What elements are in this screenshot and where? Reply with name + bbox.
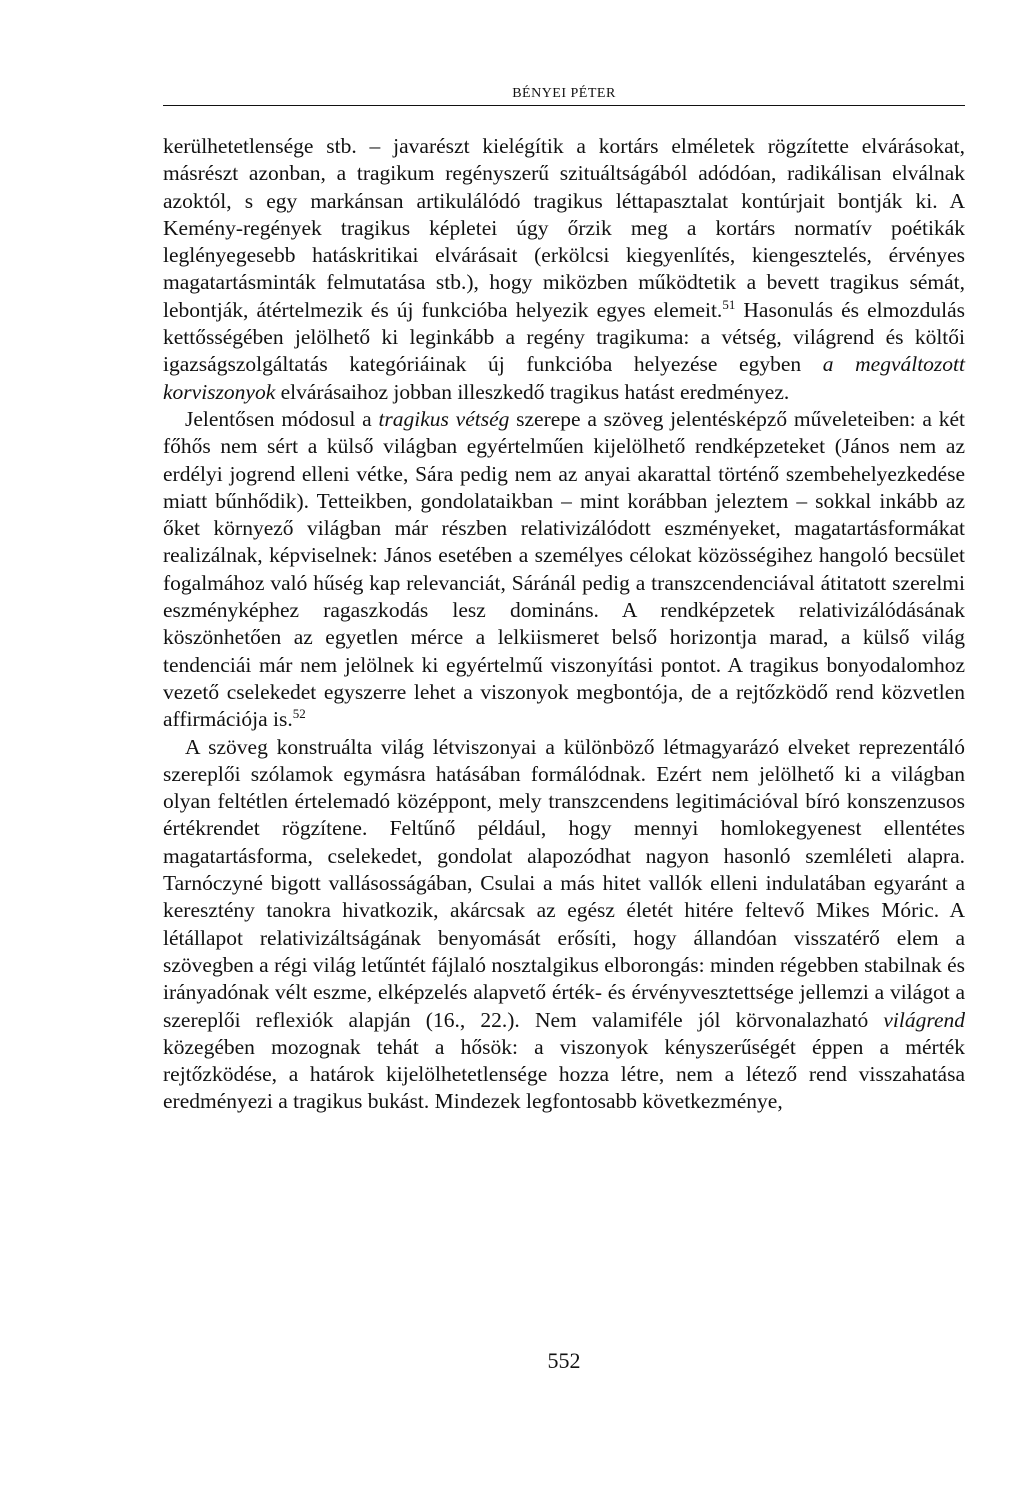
body-text [163, 133, 965, 1116]
paragraph [163, 406, 965, 734]
header-rule [163, 105, 965, 106]
page-number: 552 [547, 1348, 581, 1373]
running-head: BÉNYEI PÉTER [512, 86, 616, 101]
text-run: kerülhetetlensége stb. – javarészt kielégítik a kortárs elméletek rögzítette elvárásokat, másrészt azonban, a tragikum regényszerű szituáltságából adódóan, radikálisan elválnak azoktól, s egy markánsan artikulálódó tragikus léttapasztalat kontúrjait bontják ki. A Kemény-regények tragikus képletei úgy őrzik meg a kortárs normatív poétikák leglényegesebb hatáskritikai elvárásait (erkölcsi kiegyenlítés, kiengesztelés, érvényes magatartásminták felmutatása stb.), hogy miközben működtetik a bevett tragikus sémát, lebontják, átértelmezik és új funkcióba helyezik egyes elemeit. [163, 134, 965, 322]
footnote-ref: 52 [292, 706, 306, 722]
text-run: Jelentősen módosul a [185, 406, 379, 431]
text-run: A szöveg konstruálta világ létviszonyai a különböző létmagyarázó elveket reprezentáló szereplői szólamok egymásra hatásában formálódnak. Ezért nem jelölhető ki a világban olyan feltétlen értelemadó középpont, mely transzcendens legitimációval bíró konszenzusos értékrendet rögzítene. Feltűnő például, hogy mennyi homlokegyenest ellentétes magatartásforma, cselekedet, gondolat alapozódhat nagyon hasonló szemléleti alapra. Tarnóczyné bigott vallásosságában, Csulai a más hitet vallók elleni indulatában egyaránt a keresztény tanokra hivatkozik, akárcsak az egész életét hitére feltevő Mikes Móric. A létállapot relativizáltságának benyomását erősíti, hogy állandóan visszatérő elem a szövegben a régi világ letűntét fájlaló nosztalgikus elborongás: minden régebben stabilnak és irányadónak vélt eszme, elképzelés alapvető érték- és érvényvesztettsége jellemzi a világot a szereplői reflexiók alapján (16., 22.). Nem valamiféle jól körvonalazható [163, 734, 965, 1032]
text-run: közegében mozognak tehát a hősök: a viszonyok kényszerűségét éppen a mérték rejtőzködése, a határok kijelölhetetlensége hozza létre, nem a létező rend visszahatása eredményezi a tragikus bukást. Mindezek legfontosabb következménye, [163, 1034, 965, 1114]
italic-phrase: a megváltozott korviszonyok [163, 352, 965, 404]
text-run: Hasonulás és elmozdulás kettősségében jelölhető ki leginkább a regény tragikuma: a vétség, világrend és költői igazságszolgáltatás kategóriáinak új funkcióba helyezése egyben [163, 297, 965, 377]
text-run: elvárásaihoz jobban illeszkedő tragikus hatást eredményez. [275, 379, 790, 404]
italic-phrase: világrend [883, 1007, 965, 1032]
footnote-ref: 51 [722, 296, 736, 312]
text-run: szerepe a szöveg jelentésképző műveleteiben: a két főhős nem sért a külső világban egyértelműen kijelölhető rendképzeteket (János nem az erdélyi jogrend elleni vétke, Sára pedig nem az anyai akarattal történő szembehelyezkedése miatt bűnhődik). Tetteikben, gondolataikban – mint korábban jeleztem – sokkal inkább az őket környező világban már részben relativizálódott eszményeket, magatartásformákat realizálnak, képviselnek: János esetében a személyes célokat közösségihez hangoló becsület fogalmához való hűség kap relevanciát, Sáránál pedig a transzcendenciával átitatott szerelmi eszményképhez ragaszkodás lesz domináns. A rendképzetek relativizálódásának köszönhetően az egyetlen mérce a lelkiismeret belső horizontja marad, a külső világ tendenciái már nem jelölnek ki egyértelmű viszonyítási pontot. A tragikus bonyodalomhoz vezető cselekedet egyszerre lehet a viszonyok megbontója, de a rejtőzködő rend közvetlen affirmációja is. [163, 406, 965, 732]
paragraph [163, 133, 965, 406]
paragraph [163, 734, 965, 1116]
italic-phrase: tragikus vétség [378, 406, 510, 431]
